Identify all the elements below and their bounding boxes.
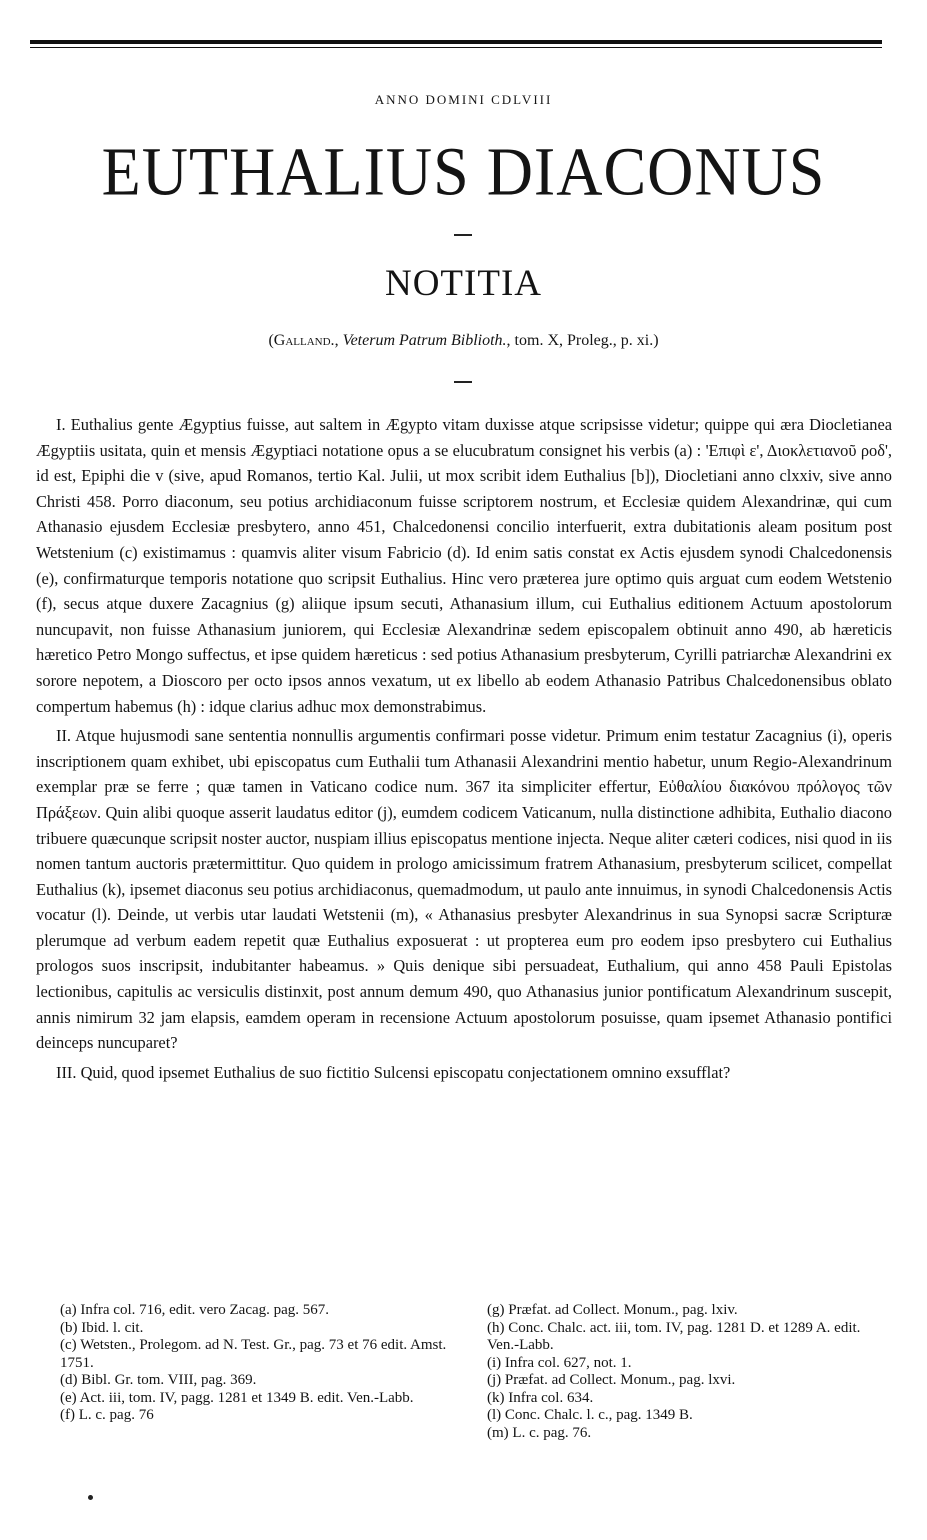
footnote: (b) Ibid. l. cit. bbox=[60, 1319, 144, 1336]
footnote: (i) Infra col. 627, not. 1. bbox=[487, 1354, 632, 1371]
footnote: (h) Conc. Chalc. act. iii, tom. IV, pag. 1281 D. et 1289 A. edit. Ven.-Labb. bbox=[487, 1319, 861, 1353]
date-heading: ANNO DOMINI CDLVIII bbox=[374, 92, 553, 107]
paragraph-1: I. Euthalius gente Ægyptius fuisse, aut saltem in Ægypto vitam duxisse atque scripsisse videtur; quippe qui æra Diocletianea Ægyptiis usitata, quin et mensis Ægyptiaci notatione opus a se elucubratum consignet his verbis (a) : 'Επιφὶ ε', Διοκλετιανοῦ ροδ', id est, Epiphi die v (sive, apud Romanos, tertio Kal. Julii, ut mox scribit idem Euthalius [b]), Diocletiani anno clxxiv, sive anno Christi 458. Porro diaconum, seu potius archidiaconum fuisse scriptorem nostrum, et Ecclesiæ quidem Alexandrinæ, qui cum Athanasio ejusdem Ecclesiæ presbytero, anno 451, Chalcedonensi concilio interfuerit, extra dubitationis aleam positum post Wetstenium (c) existimamus : quamvis aliter visum Fabricio (d). Id enim satis constat ex Actis ejusdem synodi Chalcedonensis (e), confirmaturque temporis notatione quo scripsit Euthalius. Hinc vero præterea jure optimo quis arguat cum eodem Wetstenio (f), secus atque duxere Zacagnius (g) aliique ipsum secuti, Athanasium illum, cui Euthalius editionem Actuum apostolorum nuncupavit, non fuisse Athanasium juniorem, qui Ecclesiæ Alexandrinæ sedem episcopalem obtinuit anno 490, ab hæreticis hæretico Petro Mongo suffectus, et ipse quidem hæreticus : sed potius Athanasium presbyterum, Cyrilli patriarchæ Alexandrini ex sorore nepotem, a Dioscoro per octo ipsos annos vexatum, ut ex libello ab eodem Athanasio Patribus Chalcedonensibus oblato compertum habemus (h) : idque clarius adhuc mox demonstrabimus. bbox=[36, 415, 892, 716]
source-work: Veterum Patrum Biblioth. bbox=[342, 332, 507, 349]
top-rule-thin bbox=[30, 47, 882, 48]
section-separator bbox=[454, 381, 472, 383]
top-rule-thick bbox=[30, 40, 882, 44]
footnote: (c) Wetsten., Prolegom. ad N. Test. Gr., pag. 73 et 76 edit. Amst. 1751. bbox=[60, 1337, 447, 1371]
footnote: (j) Præfat. ad Collect. Monum., pag. lxvi. bbox=[487, 1372, 736, 1388]
footnote: (a) Infra col. 716, edit. vero Zacag. pag. 567. bbox=[60, 1302, 330, 1318]
footnote: (k) Infra col. 634. bbox=[487, 1389, 594, 1406]
footnotes-right-column bbox=[487, 1302, 892, 1442]
source-citation bbox=[0, 332, 927, 350]
footnotes bbox=[60, 1302, 892, 1442]
main-text bbox=[36, 412, 892, 1085]
footnote: (m) L. c. pag. 76. bbox=[487, 1424, 592, 1441]
footnote: (f) L. c. pag. 76 bbox=[60, 1407, 154, 1423]
section-title: NOTITIA bbox=[384, 263, 542, 304]
footnote: (d) Bibl. Gr. tom. VIII, pag. 369. bbox=[60, 1372, 257, 1388]
footnotes-left-column bbox=[60, 1302, 460, 1442]
footnote: (e) Act. iii, tom. IV, pagg. 1281 et 1349 B. edit. Ven.-Labb. bbox=[60, 1389, 414, 1406]
source-sep: , bbox=[334, 332, 343, 349]
ink-speck bbox=[88, 1495, 93, 1500]
source-rest: , tom. X, Proleg., p. xi.) bbox=[506, 332, 659, 349]
footnote: (l) Conc. Chalc. l. c., pag. 1349 B. bbox=[487, 1407, 693, 1423]
paragraph-3: III. Quid, quod ipsemet Euthalius de suo fictitio Sulcensi episcopatu conjectationem omnino exsufflat? bbox=[56, 1062, 731, 1082]
page-title: EUTHALIUS DIACONUS bbox=[101, 133, 826, 210]
source-author: Galland. bbox=[273, 332, 335, 349]
paragraph-2: II. Atque hujusmodi sane sententia nonnullis argumentis confirmari posse videtur. Primum enim testatur Zacagnius (i), operis inscriptionem quam exhibet, ubi episcopatus cum Euthalii tum Athanasii Alexandrini mentio habetur, unum Regio-Alexandrinum exemplar præ se ferre ; quæ tamen in Vaticano codice num. 367 ita simpliciter effertur, Εὐθαλίου διακόνου πρόλογος τῶν Πράξεων. Quin alibi quoque asserit laudatus editor (j), eumdem codicem Vaticanum, nulla distinctione adhibita, Euthalio diacono tribuere quæcunque scripsit noster auctor, nuspiam illius episcopatus mentione injecta. Neque aliter cæteri codices, nisi quod in iis nomen tantum auctoris prætermittitur. Quo quidem in prologo amicissimum fratrem Athanasium, presbyterum scilicet, compellat Euthalius (k), ipsemet diaconus seu potius archidiaconus, quemadmodum, ut paulo ante innuimus, in synodi Chalcedonensis Actis vocatur (l). Deinde, ut verbis utar laudati Wetstenii (m), « Athanasius presbyter Alexandrinus in sua Synopsi sacræ Scripturæ plerumque ad verbum eadem repetit quæ Euthalius exposuerat : ut propterea eum pro eodem ipso presbytero cui Euthalius prologos suos inscripsit, indubitanter habeamus. » Quis denique sibi persuadeat, Euthalium, qui anno 458 Pauli Epistolas lectionibus, capitulis ac versiculis distinxit, post annum demum 490, quo Athanasius junior pontificatum Alexandrinum suscepit, annis nimirum 32 jam elapsis, eamdem operam in recensione Actuum apostolorum posuisse, quam ipsemet Athanasio pontifici deinceps nuncuparet? bbox=[36, 726, 892, 1053]
footnote: (g) Præfat. ad Collect. Monum., pag. lxiv. bbox=[487, 1302, 738, 1318]
source-open: ( bbox=[268, 332, 274, 349]
title-separator bbox=[454, 234, 472, 236]
